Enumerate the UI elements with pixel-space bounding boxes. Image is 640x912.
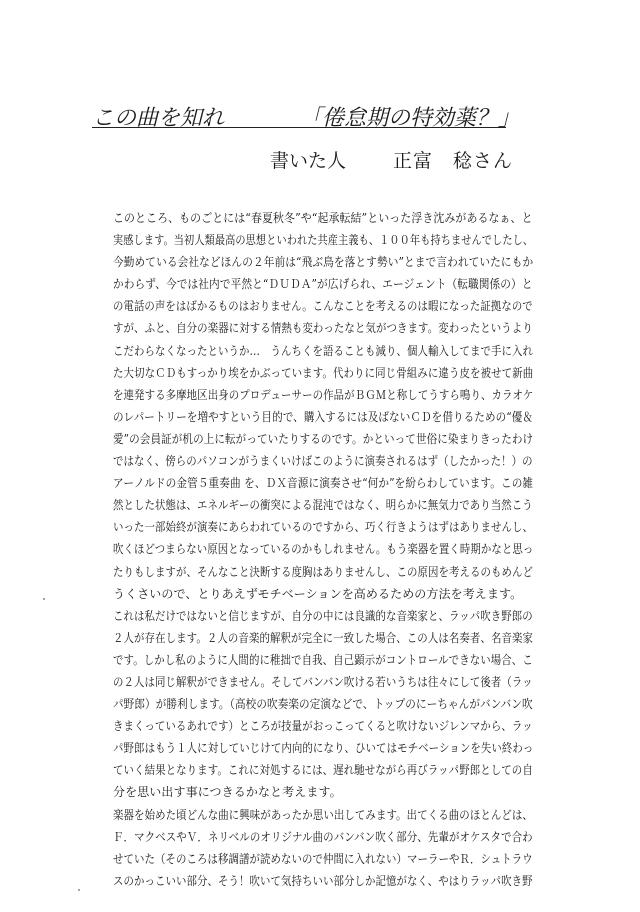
- body-line: かわらず、今では社内で平然と“ＤＵＤＡ”が広げられ、エージェント（転職関係の）と: [113, 277, 533, 292]
- heading-underline: [92, 127, 506, 128]
- heading-left: この曲を知れ: [92, 106, 225, 131]
- body-line: の２人は同じ解釈ができません。そしてバンバン吹ける若いうちは往々にして後者（ラッ: [113, 674, 533, 689]
- body-line: Ｆ．マクベスやＶ．ネリベルのオリジナル曲のバンバン吹く部分、先輩がオケスタで合わ: [113, 829, 533, 844]
- body-line: 実感します。当初人類最高の思想といわれた共産主義も、１００年も持ちませんでしたし、: [113, 233, 534, 248]
- body-line: 愛”の会員証が机の上に転がっていたりするのです。かといって世俗に染まりきったわけ: [113, 431, 534, 446]
- body-line: 今勤めている会社などほんの２年前は“飛ぶ鳥を落とす勢い”とまで言われていたにもか: [113, 255, 534, 270]
- body-line: 楽器を始めた頃どんな曲に興味があったか思い出してみます。出てくる曲のほとんどは、: [113, 807, 533, 822]
- body-line: アーノルドの金管５重奏曲 を、ＤＸ音源に演奏させ“何か”を紛らわしています。この雑: [113, 476, 534, 491]
- body-line: たりもしますが、そんなこと決断する度胸はありませんし、この原因を考えるのもめんど: [113, 564, 534, 579]
- body-line: スのかっこいい部分、そう！吹いて気持ちいい部分しか記憶がなく、やはりラッパ吹き野: [113, 873, 533, 888]
- body-text: [113, 207, 533, 892]
- body-line: パ野郎）が勝利します。（高校の吹奏楽の定演などで、トップのにーちゃんがバンバン吹: [113, 697, 533, 712]
- body-line: の電話の声をはばかるものはおりません。こんなことを考えるのは暇になった証拠なので: [113, 299, 533, 314]
- body-line: せていた（そのころは移調譜が読めないので仲間に入れない）マーラーやＲ．シュトラウ: [113, 851, 533, 866]
- body-line: すが、ふと、自分の楽器に対する情熱も変わったなと気がつきます。変わったというより: [113, 321, 533, 336]
- heading-right: 「倦怠期の特効薬？」: [300, 106, 521, 131]
- body-line: パ野郎はもう１人に対していじけて内向的になり、ひいてはモチベーションを失い終わっ: [113, 741, 534, 756]
- body-line: こだわらなくなったというか… うんちくを語ることも減り、個人輸入してまで手に入れ: [113, 343, 534, 358]
- body-line: 分を思い出す事につきるかなと考えます。: [113, 785, 342, 800]
- body-line: た大切なＣＤもすっかり埃をかぶっています。代わりに同じ骨組みに違う皮を被せて新曲: [113, 365, 534, 380]
- body-line: です。しかし私のように人間的に稚拙で自我、自己顕示がコントロールできない場合、こ: [113, 652, 533, 667]
- body-line: ではなく、傍らのパソコンがうまくいけばこのように演奏されるはず（したかった！）の: [113, 454, 533, 469]
- body-line: ていく結果となります。これに対処するには、遅れ馳せながら再びラッパ野郎としての自: [113, 763, 533, 778]
- body-line: うくさいので、とりあえずモチベーションを高めるための方法を考えます。: [113, 586, 523, 601]
- body-line: きまくっているあれです）ところが技量がおっこってくると吹けないジレンマから、ラッ: [113, 719, 533, 734]
- body-line: このところ、ものごとには“春夏秋冬”や“起承転結”といった浮き沈みがあるなぁ、と: [113, 211, 533, 225]
- body-line: 然とした状態は、エネルギーの衝突による混沌ではなく、明らかに無気力であり当然こう: [113, 498, 533, 513]
- body-line: 吹くほどつまらない原因となっているのかもしれません。もう楽器を置く時期かなと思っ: [113, 542, 534, 557]
- scan-speck: [78, 889, 80, 891]
- byline-author: 正富 稔さん: [393, 150, 514, 172]
- body-line: いった一部始終が演奏にあらわれているのですから、巧く行きようはずはありませんし、: [113, 520, 534, 535]
- body-line: のレパートリーを増やすという目的で、購入するには及ばないＣＤを借りるための“優＆: [113, 409, 534, 424]
- body-line: を連発する多摩地区出身のプロデューサーの作品がＢＧＭと称してうすら鳴り、カラオケ: [113, 387, 534, 402]
- body-line: これは私だけではないと信じますが、自分の中には良識的な音楽家と、ラッパ吹き野郎の: [113, 608, 533, 623]
- byline-label: 書いた人: [270, 150, 347, 172]
- scan-speck: [43, 598, 45, 600]
- body-line: ２人が存在します。２人の音楽的解釈が完全に一致した場合、この人は名奏者、名音楽家: [113, 630, 534, 645]
